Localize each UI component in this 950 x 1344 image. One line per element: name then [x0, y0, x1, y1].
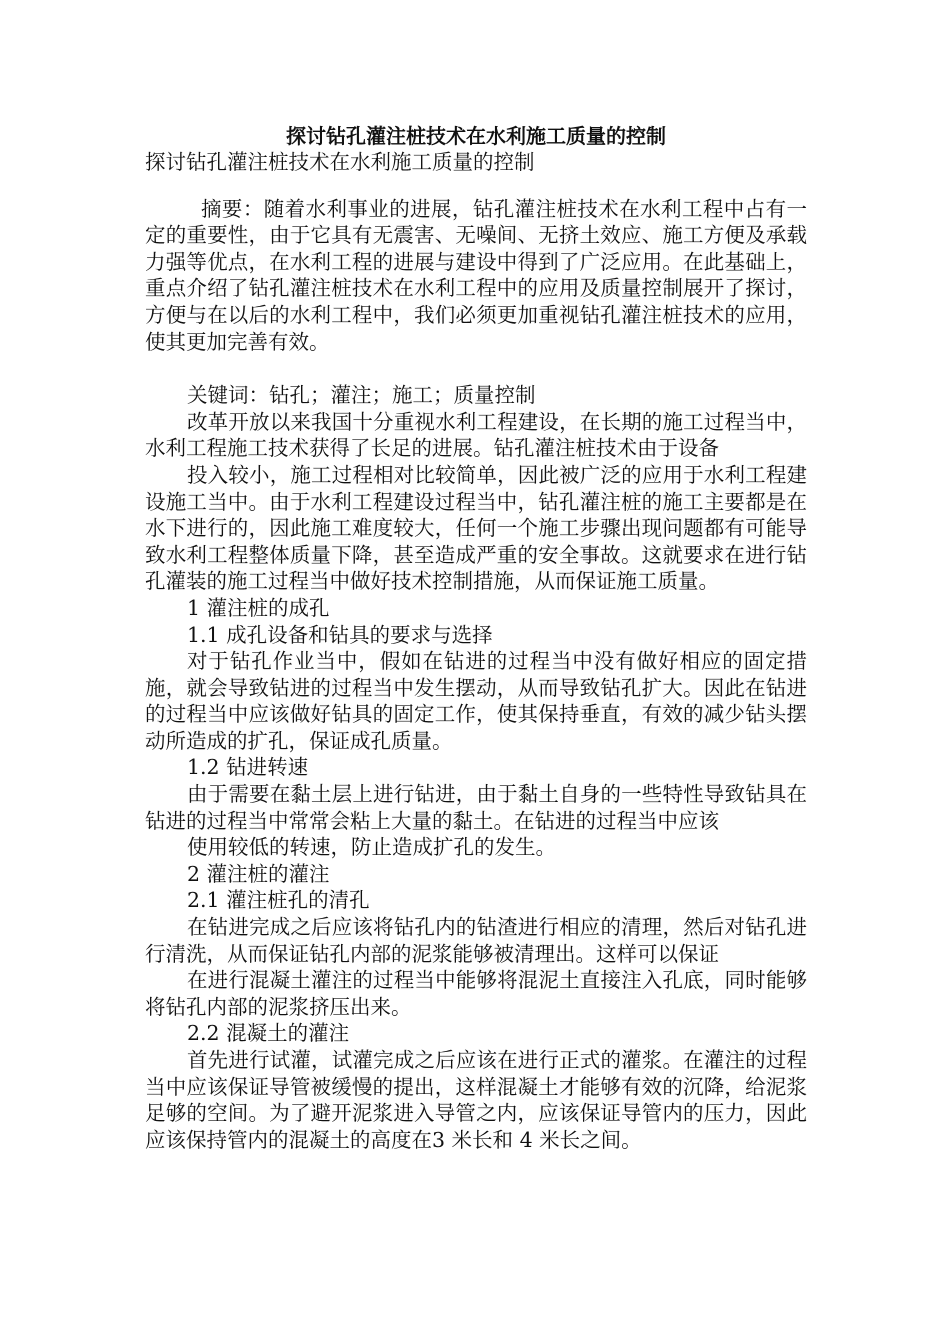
section-heading-1: 1 灌注桩的成孔: [187, 595, 330, 620]
section-heading-2-2: 2.2 混凝土的灌注: [187, 1021, 350, 1046]
section-heading-1-1: 1.1 成孔设备和钻具的要求与选择: [187, 622, 493, 647]
document-page: [145, 123, 807, 1153]
intro-paragraph-1: 改革开放以来我国十分重视水利工程建设，在长期的施工过程当中，水利工程施工技术获得了长足的进展。钻孔灌注桩技术由于设备: [145, 409, 807, 461]
abstract-paragraph: 摘要：随着水利事业的进展，钻孔灌注桩技术在水利工程中占有一定的重要性，由于它具有无震害、无噪间、无挤土效应、施工方便及承载力强等优点，在水利工程的进展与建设中得到了广泛应用。在此基础上，重点介绍了钻孔灌注桩技术在水利工程中的应用及质量控制展开了探讨，方便与在以后的水利工程中，我们必须更加重视钻孔灌注桩技术的应用，使其更加完善有效。: [145, 196, 807, 354]
document-title: 探讨钻孔灌注桩技术在水利施工质量的控制: [286, 124, 666, 148]
paragraph-1-2a: 由于需要在黏土层上进行钻进，由于黏土自身的一些特性导致钻具在钻进的过程当中常常会粘上大量的黏土。在钻进的过程当中应该: [145, 782, 807, 833]
paragraph-1-2b: 使用较低的转速，防止造成扩孔的发生。: [187, 835, 556, 860]
paragraph-2-1a: 在钻进完成之后应该将钻孔内的钻渣进行相应的清理，然后对钻孔进行清洗，从而保证钻孔内部的泥浆能够被清理出。这样可以保证: [145, 915, 807, 966]
intro-paragraph-2: 投入较小，施工过程相对比较简单，因此被广泛的应用于水利工程建设施工当中。由于水利工程建设过程当中，钻孔灌注桩的施工主要都是在水下进行的，因此施工难度较大，任何一个施工步骤出现问题都有可能导致水利工程整体质量下降，甚至造成严重的安全事故。这就要求在进行钻孔灌装的施工过程当中做好技术控制措施，从而保证施工质量。: [145, 462, 807, 594]
paragraph-2-1b: 在进行混凝土灌注的过程当中能够将混泥土直接注入孔底，同时能够将钻孔内部的泥浆挤压出来。: [145, 968, 807, 1019]
section-heading-2-1: 2.1 灌注桩孔的清孔: [187, 888, 370, 913]
section-heading-2: 2 灌注桩的灌注: [187, 861, 330, 886]
paragraph-1-1: 对于钻孔作业当中，假如在钻进的过程当中没有做好相应的固定措施，就会导致钻进的过程当中发生摆动，从而导致钻孔扩大。因此在钻进的过程当中应该做好钻具的固定工作，使其保持垂直，有效的减少钻头摆动所造成的扩孔，保证成孔质量。: [145, 649, 807, 753]
section-heading-1-2: 1.2 钻进转速: [187, 755, 309, 780]
paragraph-2-2: 首先进行试灌，试灌完成之后应该在进行正式的灌浆。在灌注的过程当中应该保证导管被缓慢的提出，这样混凝土才能够有效的沉降，给泥浆足够的空间。为了避开泥浆进入导管之内，应该保证导管内的压力，因此应该保持管内的混凝土的高度在3 米长和 4 米长之间。: [145, 1048, 807, 1152]
keywords-line: 关键词：钻孔；灌注；施工；质量控制: [187, 383, 536, 408]
document-subtitle: 探讨钻孔灌注桩技术在水利施工质量的控制: [145, 150, 535, 174]
